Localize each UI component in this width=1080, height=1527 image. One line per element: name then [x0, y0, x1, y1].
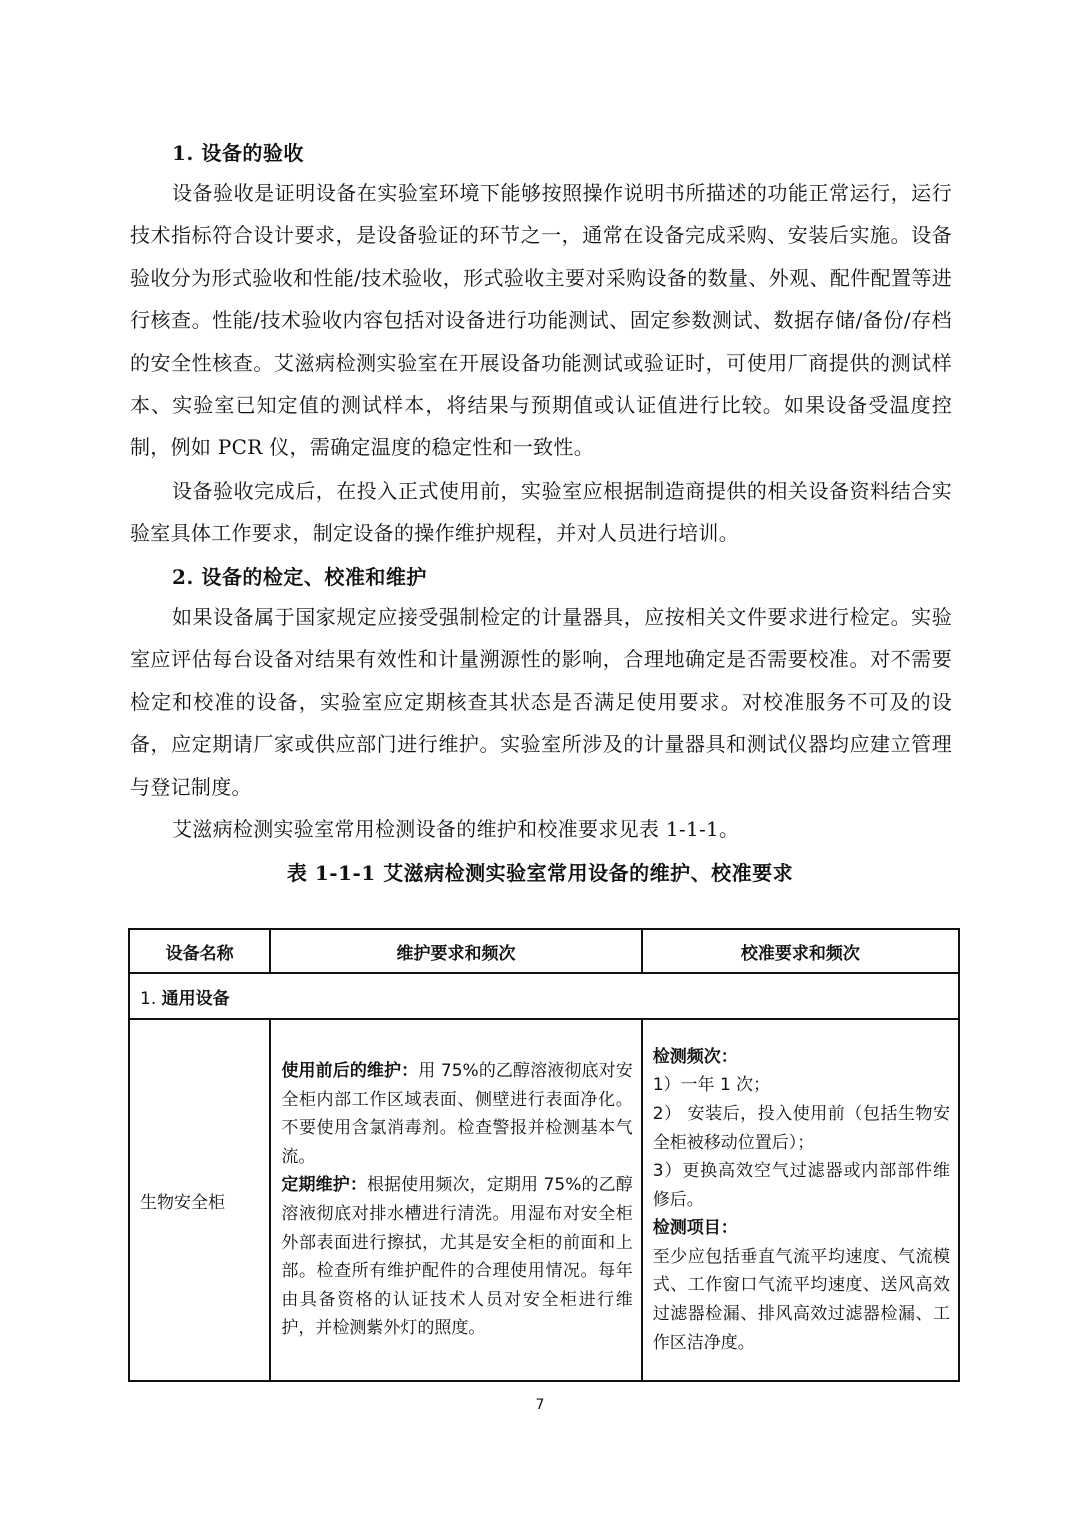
maint-text-before-after: 用 75%的乙醇溶液彻底对安全柜内部工作区域表面、侧壁进行表面净化。不要使用含氯消毒剂。检查警报并检测基本气流。 — [281, 1061, 633, 1167]
section-heading-calibration: 2. 设备的检定、校准和维护 — [172, 565, 427, 589]
calib-item-2: 2） 安装后，投入使用前（包括生物安全柜被移动位置后）； — [652, 1103, 950, 1153]
equipment-name-cell: 生物安全柜 — [129, 1019, 270, 1381]
paragraph-acceptance: 设备验收是证明设备在实验室环境下能够按照操作说明书所描述的功能正常运行，运行技术指标符合设计要求，是设备验证的环节之一，通常在设备完成采购、安装后实施。设备验收分为形式验收和性能/技术验收，形式验收主要对采购设备的数量、外观、配件配置等进行核查。性能/技术验收内容包括对设备进行功能测试、固定参数测试、数据存储/备份/存档的安全性核查。艾滋病检测实验室在开展设备功能测试或验证时，可使用厂商提供的测试样本、实验室已知定值的测试样本，将结果与预期值或认证值进行比较。如果设备受温度控制，例如 PCR 仪，需确定温度的稳定性和一致性。 — [130, 181, 952, 460]
header-equipment-name: 设备名称 — [129, 929, 270, 973]
paragraph-table-reference: 艾滋病检测实验室常用检测设备的维护和校准要求见表 1-1-1。 — [172, 817, 740, 841]
section-number: 1. — [140, 988, 162, 1009]
table-caption: 表 1-1-1 艾滋病检测实验室常用设备的维护、校准要求 — [286, 861, 794, 885]
table-row — [129, 1019, 959, 1381]
calib-label-frequency: 检测频次： — [652, 1046, 738, 1067]
table-section-row — [129, 973, 959, 1019]
page-number: 7 — [535, 1397, 545, 1413]
maintenance-cell — [270, 1019, 641, 1381]
table-header-row — [129, 929, 959, 973]
calib-item-1: 1）一年 1 次； — [652, 1075, 771, 1096]
calib-item-3: 3）更换高效空气过滤器或内部部件维修后。 — [652, 1161, 950, 1210]
section-general-equipment — [129, 973, 959, 1019]
equipment-maintenance-table — [128, 928, 960, 1382]
calibration-cell — [642, 1019, 959, 1381]
header-maintenance: 维护要求和频次 — [270, 929, 641, 973]
section-heading-acceptance: 1. 设备的验收 — [172, 141, 304, 165]
maint-text-periodic: 根据使用频次，定期用 75%的乙醇溶液彻底对排水槽进行清洗。用湿布对安全柜外部表面进行擦拭，尤其是安全柜的前面和上部。检查所有维护配件的合理使用情况。每年由具备资格的认证技术人员对安全柜进行维护，并检测紫外灯的照度。 — [281, 1175, 633, 1339]
header-calibration: 校准要求和频次 — [642, 929, 959, 973]
maint-label-before-after: 使用前后的维护： — [281, 1061, 419, 1082]
calib-label-items: 检测项目： — [652, 1218, 738, 1239]
paragraph-verification: 如果设备属于国家规定应接受强制检定的计量器具，应按相关文件要求进行检定。实验室应评估每台设备对结果有效性和计量溯源性的影响，合理地确定是否需要校准。对不需要检定和校准的设备，实验室应定期核查其状态是否满足使用要求。对校准服务不可及的设备，应定期请厂家或供应部门进行维护。实验室所涉及的计量器具和测试仪器均应建立管理与登记制度。 — [130, 605, 952, 799]
section-label: 通用设备 — [161, 988, 230, 1009]
maint-label-periodic: 定期维护： — [281, 1175, 367, 1196]
calib-items-text: 至少应包括垂直气流平均速度、气流模式、工作窗口气流平均速度、送风高效过滤器检漏、排风高效过滤器检漏、工作区洁净度。 — [652, 1246, 950, 1353]
paragraph-after-acceptance: 设备验收完成后，在投入正式使用前，实验室应根据制造商提供的相关设备资料结合实验室具体工作要求，制定设备的操作维护规程，并对人员进行培训。 — [130, 479, 952, 546]
